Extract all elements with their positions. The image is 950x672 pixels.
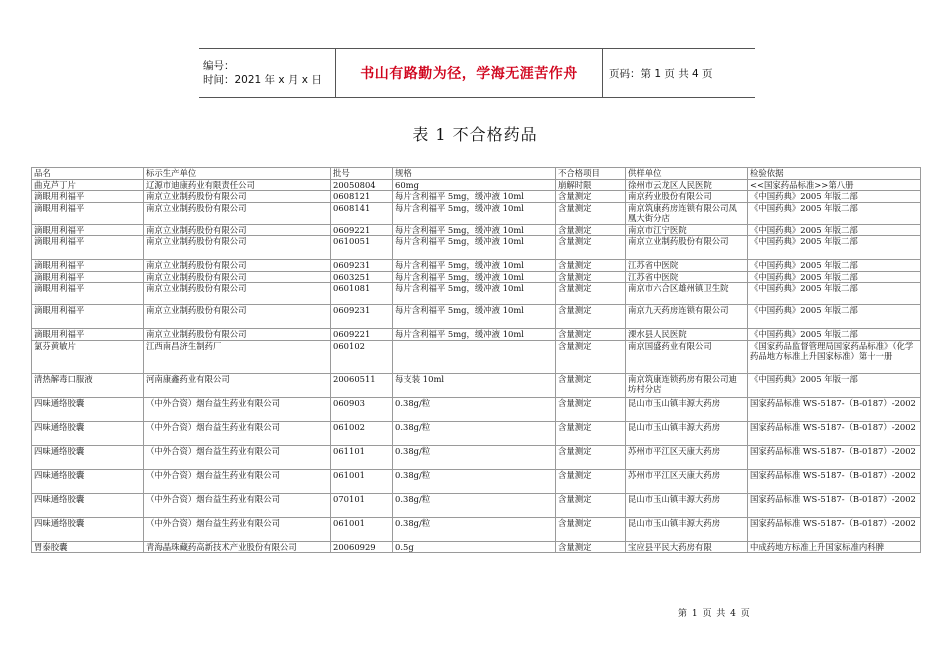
cell-item: 含量测定: [556, 305, 626, 329]
cell-item: 含量测定: [556, 271, 626, 283]
cell-item: 含量测定: [556, 224, 626, 236]
cell-name: 氯芬黄敏片: [32, 340, 144, 373]
cell-basis: 《中国药典》2005 年版二部: [748, 283, 921, 305]
cell-maker: （中外合资）烟台益生药业有限公司: [144, 445, 331, 469]
cell-batch: 0608141: [331, 202, 393, 224]
table-row: [32, 202, 921, 224]
table-row: [32, 191, 921, 203]
date-text: 时间：2021 年 x 月 x 日: [203, 74, 322, 86]
cell-spec: 每片含利福平 5mg，缓冲液 10ml: [393, 305, 556, 329]
cell-item: 含量测定: [556, 469, 626, 493]
cell-supplier: 江苏省中医院: [626, 260, 748, 272]
document-header: [199, 48, 755, 98]
cell-spec: 0.5g: [393, 541, 556, 553]
cell-supplier: 南京药业股份有限公司: [626, 191, 748, 203]
cell-supplier: 昆山市玉山镇丰源大药房: [626, 421, 748, 445]
table-row: [32, 397, 921, 421]
cell-batch: 061001: [331, 469, 393, 493]
cell-name: 四味通络胶囊: [32, 469, 144, 493]
cell-supplier: 徐州市云龙区人民医院: [626, 179, 748, 191]
table-row: [32, 329, 921, 341]
cell-batch: 0609231: [331, 305, 393, 329]
cell-name: 四味通络胶囊: [32, 397, 144, 421]
cell-spec: 每片含利福平 5mg，缓冲液 10ml: [393, 260, 556, 272]
header-meta: [199, 49, 336, 97]
cell-supplier: 宝应县平民大药房有限: [626, 541, 748, 553]
cell-basis: 《国家药品监督管理局国家药品标准》（化学药品地方标准上升国家标准）第十一册: [748, 340, 921, 373]
cell-spec: 每片含利福平 5mg，缓冲液 10ml: [393, 224, 556, 236]
cell-supplier: 南京筑康连锁药房有限公司迪坊村分店: [626, 373, 748, 397]
cell-name: 滴眼用利福平: [32, 202, 144, 224]
table-row: [32, 517, 921, 541]
cell-basis: 国家药品标准 WS-5187-（B-0187）-2002: [748, 421, 921, 445]
header-page-cell: [603, 49, 755, 97]
cell-name: 四味通络胶囊: [32, 445, 144, 469]
cell-batch: 061002: [331, 421, 393, 445]
table-header-row: [32, 168, 921, 180]
cell-spec: 0.38g/粒: [393, 397, 556, 421]
cell-name: 滴眼用利福平: [32, 271, 144, 283]
col-header-item: 不合格项目: [556, 168, 626, 180]
cell-name: 清热解毒口服液: [32, 373, 144, 397]
cell-spec: 每片含利福平 5mg，缓冲液 10ml: [393, 329, 556, 341]
cell-name: 滴眼用利福平: [32, 329, 144, 341]
cell-maker: 青海晶珠藏药高新技术产业股份有限公司: [144, 541, 331, 553]
cell-basis: 《中国药典》2005 年版二部: [748, 329, 921, 341]
cell-basis: 《中国药典》2005 年版二部: [748, 224, 921, 236]
cell-supplier: 苏州市平江区天康大药房: [626, 445, 748, 469]
cell-batch: 060102: [331, 340, 393, 373]
cell-maker: 南京立业制药股份有限公司: [144, 305, 331, 329]
cell-supplier: 江苏省中医院: [626, 271, 748, 283]
cell-item: 含量测定: [556, 329, 626, 341]
cell-spec: 每片含利福平 5mg，缓冲液 10ml: [393, 202, 556, 224]
cell-spec: 60mg: [393, 179, 556, 191]
cell-maker: （中外合资）烟台益生药业有限公司: [144, 421, 331, 445]
cell-basis: 《中国药典》2005 年版二部: [748, 202, 921, 224]
cell-basis: 《中国药典》2005 年版二部: [748, 271, 921, 283]
cell-maker: 南京立业制药股份有限公司: [144, 260, 331, 272]
cell-batch: 0608121: [331, 191, 393, 203]
page-title: 表 1 不合格药品: [412, 125, 538, 144]
cell-spec: 0.38g/粒: [393, 421, 556, 445]
cell-item: 含量测定: [556, 421, 626, 445]
cell-spec: 0.38g/粒: [393, 493, 556, 517]
cell-maker: 南京立业制药股份有限公司: [144, 271, 331, 283]
cell-maker: 南京立业制药股份有限公司: [144, 224, 331, 236]
cell-supplier: 南京市六合区雄州镇卫生院: [626, 283, 748, 305]
unqualified-drugs-table: [31, 167, 921, 553]
cell-item: 含量测定: [556, 340, 626, 373]
cell-spec: 每片含利福平 5mg，缓冲液 10ml: [393, 283, 556, 305]
cell-maker: 南京立业制药股份有限公司: [144, 202, 331, 224]
cell-maker: 辽源市迪康药业有限责任公司: [144, 179, 331, 191]
cell-maker: 南京立业制药股份有限公司: [144, 283, 331, 305]
cell-batch: 070101: [331, 493, 393, 517]
table-row: [32, 283, 921, 305]
cell-basis: 国家药品标准 WS-5187-（B-0187）-2002: [748, 517, 921, 541]
header-slogan-cell: [336, 49, 603, 97]
cell-item: 含量测定: [556, 236, 626, 260]
cell-batch: 0609221: [331, 329, 393, 341]
cell-spec: 每片含利福平 5mg，缓冲液 10ml: [393, 191, 556, 203]
cell-item: 含量测定: [556, 517, 626, 541]
cell-batch: 0601081: [331, 283, 393, 305]
cell-name: 四味通络胶囊: [32, 421, 144, 445]
cell-item: 含量测定: [556, 191, 626, 203]
cell-item: 含量测定: [556, 445, 626, 469]
cell-basis: 《中国药典》2005 年版二部: [748, 305, 921, 329]
cell-supplier: 昆山市玉山镇丰源大药房: [626, 397, 748, 421]
cell-name: 滴眼用利福平: [32, 260, 144, 272]
cell-name: 曲克芦丁片: [32, 179, 144, 191]
cell-batch: 0609231: [331, 260, 393, 272]
cell-basis: 《中国药典》2005 年版二部: [748, 191, 921, 203]
table-row: [32, 305, 921, 329]
cell-batch: 0603251: [331, 271, 393, 283]
cell-name: 四味通络胶囊: [32, 517, 144, 541]
cell-supplier: 苏州市平江区天康大药房: [626, 469, 748, 493]
cell-spec: 0.38g/粒: [393, 469, 556, 493]
col-header-spec: 规格: [393, 168, 556, 180]
cell-maker: 江西南昌济生制药厂: [144, 340, 331, 373]
cell-basis: 《中国药典》2005 年版二部: [748, 236, 921, 260]
table-body: [32, 179, 921, 553]
table-row: [32, 541, 921, 553]
cell-maker: 南京立业制药股份有限公司: [144, 236, 331, 260]
cell-basis: 中成药地方标准上升国家标准内科脾: [748, 541, 921, 553]
table-row: [32, 421, 921, 445]
cell-basis: 《中国药典》2005 年版二部: [748, 260, 921, 272]
cell-basis: 国家药品标准 WS-5187-（B-0187）-2002: [748, 469, 921, 493]
footer-page-number: 第 1 页 共 4 页: [678, 609, 751, 619]
table-row: [32, 224, 921, 236]
cell-supplier: 南京市江宁医院: [626, 224, 748, 236]
cell-supplier: 溧水县人民医院: [626, 329, 748, 341]
col-header-batch: 批号: [331, 168, 393, 180]
table-row: [32, 179, 921, 191]
cell-maker: 河南康鑫药业有限公司: [144, 373, 331, 397]
serial-label: 编号：: [203, 60, 235, 72]
cell-name: 滴眼用利福平: [32, 236, 144, 260]
cell-basis: 国家药品标准 WS-5187-（B-0187）-2002: [748, 493, 921, 517]
cell-maker: （中外合资）烟台益生药业有限公司: [144, 517, 331, 541]
cell-item: 含量测定: [556, 397, 626, 421]
cell-supplier: 南京九天药房连锁有限公司: [626, 305, 748, 329]
table-row: [32, 469, 921, 493]
cell-basis: 国家药品标准 WS-5187-（B-0187）-2002: [748, 445, 921, 469]
cell-name: 滴眼用利福平: [32, 191, 144, 203]
cell-maker: （中外合资）烟台益生药业有限公司: [144, 469, 331, 493]
cell-supplier: 南京国盛药业有限公司: [626, 340, 748, 373]
cell-basis: 国家药品标准 WS-5187-（B-0187）-2002: [748, 397, 921, 421]
cell-maker: 南京立业制药股份有限公司: [144, 329, 331, 341]
slogan-text: 书山有路勤为径，学海无涯苦作舟: [360, 66, 578, 82]
cell-name: 胃泰胶囊: [32, 541, 144, 553]
cell-supplier: 昆山市玉山镇丰源大药房: [626, 517, 748, 541]
cell-supplier: 南京筑康药房连锁有限公司凤凰大街分店: [626, 202, 748, 224]
table-row: [32, 373, 921, 397]
cell-basis: <<国家药品标准>>第八册: [748, 179, 921, 191]
cell-spec: 0.38g/粒: [393, 517, 556, 541]
cell-name: 滴眼用利福平: [32, 224, 144, 236]
cell-item: 含量测定: [556, 541, 626, 553]
cell-maker: （中外合资）烟台益生药业有限公司: [144, 493, 331, 517]
table-row: [32, 493, 921, 517]
cell-item: 崩解时限: [556, 179, 626, 191]
cell-batch: 20060511: [331, 373, 393, 397]
col-header-supplier: 供样单位: [626, 168, 748, 180]
table-row: [32, 340, 921, 373]
cell-maker: （中外合资）烟台益生药业有限公司: [144, 397, 331, 421]
col-header-name: 品名: [32, 168, 144, 180]
col-header-basis: 检验依据: [748, 168, 921, 180]
cell-batch: 20060929: [331, 541, 393, 553]
cell-basis: 《中国药典》2005 年版一部: [748, 373, 921, 397]
cell-item: 含量测定: [556, 202, 626, 224]
cell-supplier: 南京立业制药股份有限公司: [626, 236, 748, 260]
cell-spec: 每片含利福平 5mg，缓冲液 10ml: [393, 236, 556, 260]
cell-name: 滴眼用利福平: [32, 283, 144, 305]
cell-item: 含量测定: [556, 283, 626, 305]
cell-batch: 0610051: [331, 236, 393, 260]
cell-batch: 060903: [331, 397, 393, 421]
header-page-text: 页码：第 1 页 共 4 页: [609, 67, 713, 80]
cell-batch: 0609221: [331, 224, 393, 236]
cell-item: 含量测定: [556, 493, 626, 517]
cell-batch: 061001: [331, 517, 393, 541]
cell-maker: 南京立业制药股份有限公司: [144, 191, 331, 203]
col-header-maker: 标示生产单位: [144, 168, 331, 180]
cell-spec: 每支装 10ml: [393, 373, 556, 397]
table-row: [32, 445, 921, 469]
table-row: [32, 260, 921, 272]
cell-spec: 0.38g/粒: [393, 445, 556, 469]
cell-name: 滴眼用利福平: [32, 305, 144, 329]
table-row: [32, 271, 921, 283]
table-row: [32, 236, 921, 260]
cell-batch: 061101: [331, 445, 393, 469]
cell-spec: [393, 340, 556, 373]
cell-supplier: 昆山市玉山镇丰源大药房: [626, 493, 748, 517]
cell-item: 含量测定: [556, 373, 626, 397]
cell-batch: 20050804: [331, 179, 393, 191]
cell-spec: 每片含利福平 5mg，缓冲液 10ml: [393, 271, 556, 283]
cell-name: 四味通络胶囊: [32, 493, 144, 517]
cell-item: 含量测定: [556, 260, 626, 272]
